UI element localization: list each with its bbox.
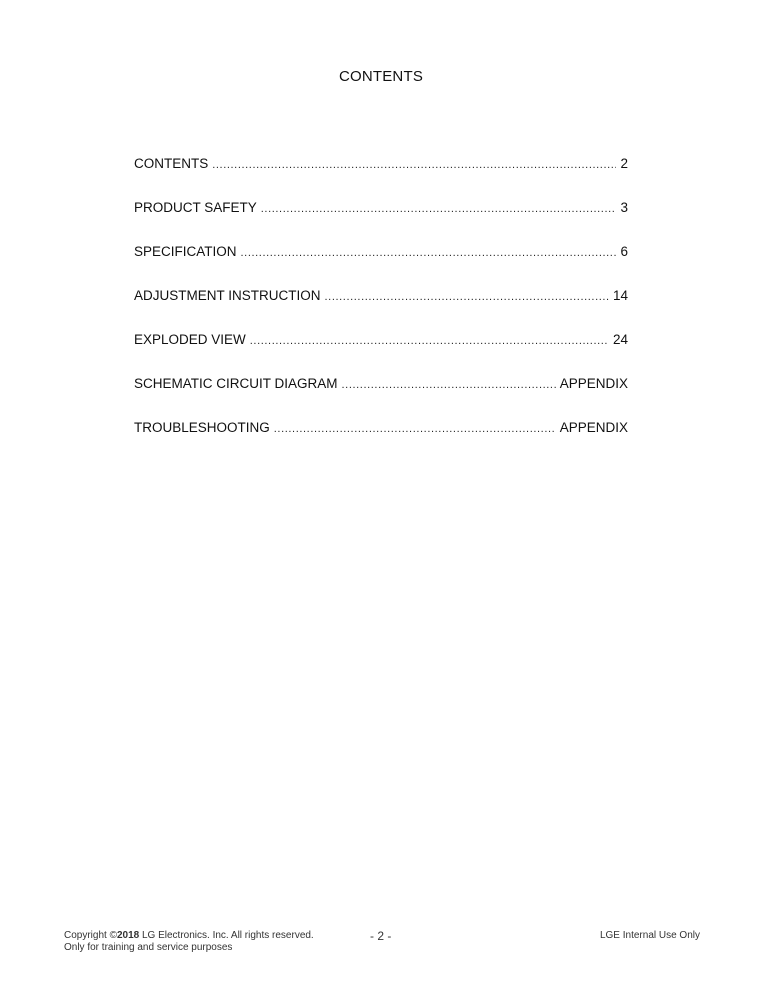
toc-entry-page: 2 [620,156,628,171]
toc-entry-page: APPENDIX [559,420,628,435]
toc-entry-product-safety[interactable] [134,200,628,244]
page-title: CONTENTS [338,68,424,85]
dot-leader [261,203,617,215]
footer-copyright-block [64,930,314,954]
dot-leader [342,379,556,391]
toc-entry-contents[interactable] [134,156,628,200]
toc-entry-label: EXPLODED VIEW [134,332,246,347]
toc-entry-adjustment-instruction[interactable] [134,288,628,332]
toc-entry-page: 24 [612,332,628,347]
toc-entry-label: PRODUCT SAFETY [134,200,257,215]
toc-entry-label: CONTENTS [134,156,209,171]
copyright-suffix: LG Electronics. Inc. All rights reserved. [139,930,314,941]
copyright-line [64,930,314,942]
internal-use-notice: LGE Internal Use Only [599,930,700,941]
toc-entry-page: 3 [620,200,628,215]
dot-leader [325,291,609,303]
toc-entry-schematic-circuit-diagram[interactable] [134,376,628,420]
toc-entry-label: ADJUSTMENT INSTRUCTION [134,288,321,303]
copyright-year: 2018 [116,930,140,941]
dot-leader [241,247,617,259]
toc-entry-label: SPECIFICATION [134,244,237,259]
toc-entry-label: SCHEMATIC CIRCUIT DIAGRAM [134,376,338,391]
toc-entry-exploded-view[interactable] [134,332,628,376]
toc-entry-troubleshooting[interactable] [134,420,628,464]
dot-leader [274,423,556,435]
dot-leader [250,335,609,347]
toc-entry-specification[interactable] [134,244,628,288]
toc-entry-page: 14 [612,288,628,303]
dot-leader [212,159,616,171]
copyright-prefix: Copyright [64,930,110,941]
toc-entry-page: 6 [620,244,628,259]
table-of-contents [134,156,628,464]
copyright-symbol: © [109,930,117,941]
toc-entry-page: APPENDIX [559,376,628,391]
training-note: Only for training and service purposes [64,942,233,953]
toc-entry-label: TROUBLESHOOTING [134,420,270,435]
page-number: - 2 - [370,929,392,943]
